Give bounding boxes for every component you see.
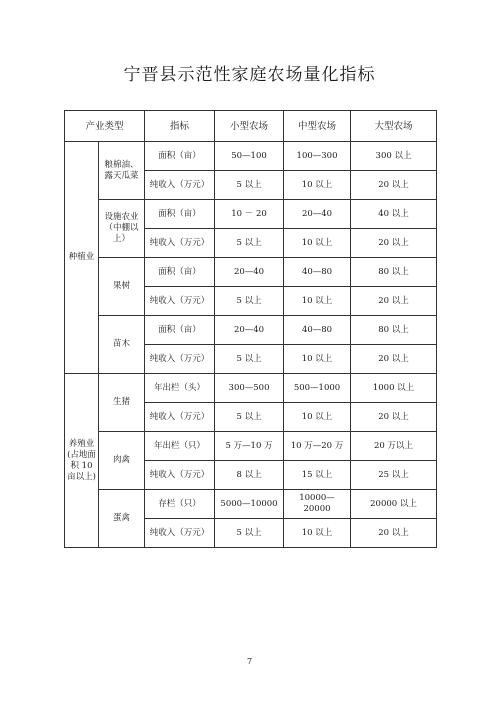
indicator-cell: 纯收入（万元） — [145, 345, 215, 374]
medium-cell: 20—40 — [284, 200, 351, 229]
large-cell: 20 以上 — [351, 171, 437, 200]
indicator-cell: 纯收入（万元） — [145, 171, 215, 200]
indicator-cell: 面积（亩） — [145, 200, 215, 229]
medium-cell: 15 以上 — [284, 461, 351, 490]
medium-cell: 40—80 — [284, 316, 351, 345]
medium-cell: 500—1000 — [284, 374, 351, 403]
small-cell: 5 以上 — [215, 287, 284, 316]
indicator-cell: 纯收入（万元） — [145, 461, 215, 490]
medium-cell: 10 以上 — [284, 345, 351, 374]
medium-cell: 10 以上 — [284, 403, 351, 432]
subcategory-cell: 生猪 — [99, 374, 145, 432]
subcategory-cell: 果树 — [99, 258, 145, 316]
table-row — [65, 374, 437, 403]
subcategory-cell: 蛋禽 — [99, 490, 145, 548]
header-large: 大型农场 — [351, 111, 437, 142]
page-number: 7 — [246, 657, 253, 666]
small-cell: 5 以上 — [215, 403, 284, 432]
indicator-cell: 年出栏（头） — [145, 374, 215, 403]
small-cell: 50—100 — [215, 142, 284, 171]
small-cell: 5 以上 — [215, 519, 284, 548]
large-cell: 20000 以上 — [351, 490, 437, 519]
medium-cell: 10 万—20 万 — [284, 432, 351, 461]
header-small: 小型农场 — [215, 111, 284, 142]
large-cell: 20 以上 — [351, 287, 437, 316]
medium-cell: 10 以上 — [284, 171, 351, 200]
category-breeding: 养殖业(占地面积 10 亩以上) — [65, 374, 99, 548]
indicator-cell: 面积（亩） — [145, 142, 215, 171]
indicator-cell: 面积（亩） — [145, 316, 215, 345]
indicator-cell: 纯收入（万元） — [145, 229, 215, 258]
large-cell: 80 以上 — [351, 258, 437, 287]
medium-cell: 10000—20000 — [284, 490, 351, 519]
small-cell: 5 以上 — [215, 345, 284, 374]
medium-cell: 10 以上 — [284, 229, 351, 258]
large-cell: 20 以上 — [351, 403, 437, 432]
table-row — [65, 258, 437, 287]
small-cell: 20—40 — [215, 316, 284, 345]
small-cell: 5 万—10 万 — [215, 432, 284, 461]
table-row — [65, 142, 437, 171]
table-header-row — [65, 111, 437, 142]
large-cell: 20 万以上 — [351, 432, 437, 461]
small-cell: 5 以上 — [215, 229, 284, 258]
small-cell: 5000—10000 — [215, 490, 284, 519]
indicator-cell: 面积（亩） — [145, 258, 215, 287]
medium-cell: 10 以上 — [284, 519, 351, 548]
indicator-cell: 纯收入（万元） — [145, 519, 215, 548]
subcategory-cell: 苗木 — [99, 316, 145, 374]
indicator-table — [64, 110, 437, 548]
subcategory-cell: 设施农业（中棚以上） — [99, 200, 145, 258]
indicator-cell: 纯收入（万元） — [145, 403, 215, 432]
header-indicator: 指标 — [145, 111, 215, 142]
table-row — [65, 316, 437, 345]
large-cell: 80 以上 — [351, 316, 437, 345]
large-cell: 20 以上 — [351, 345, 437, 374]
table-row — [65, 490, 437, 519]
large-cell: 40 以上 — [351, 200, 437, 229]
medium-cell: 100—300 — [284, 142, 351, 171]
subcategory-cell: 粮棉油、露天瓜菜 — [99, 142, 145, 200]
small-cell: 300—500 — [215, 374, 284, 403]
large-cell: 1000 以上 — [351, 374, 437, 403]
page-title: 宁晋县示范性家庭农场量化指标 — [123, 65, 376, 85]
small-cell: 8 以上 — [215, 461, 284, 490]
indicator-cell: 年出栏（只） — [145, 432, 215, 461]
large-cell: 300 以上 — [351, 142, 437, 171]
header-industry: 产业类型 — [65, 111, 145, 142]
medium-cell: 40—80 — [284, 258, 351, 287]
large-cell: 20 以上 — [351, 519, 437, 548]
category-planting: 种植业 — [65, 142, 99, 374]
subcategory-cell: 肉禽 — [99, 432, 145, 490]
indicator-cell: 纯收入（万元） — [145, 287, 215, 316]
small-cell: 20—40 — [215, 258, 284, 287]
table-row — [65, 200, 437, 229]
large-cell: 20 以上 — [351, 229, 437, 258]
indicator-cell: 存栏（只） — [145, 490, 215, 519]
medium-cell: 10 以上 — [284, 287, 351, 316]
small-cell: 5 以上 — [215, 171, 284, 200]
table-row — [65, 432, 437, 461]
header-medium: 中型农场 — [284, 111, 351, 142]
small-cell: 10 － 20 — [215, 200, 284, 229]
large-cell: 25 以上 — [351, 461, 437, 490]
